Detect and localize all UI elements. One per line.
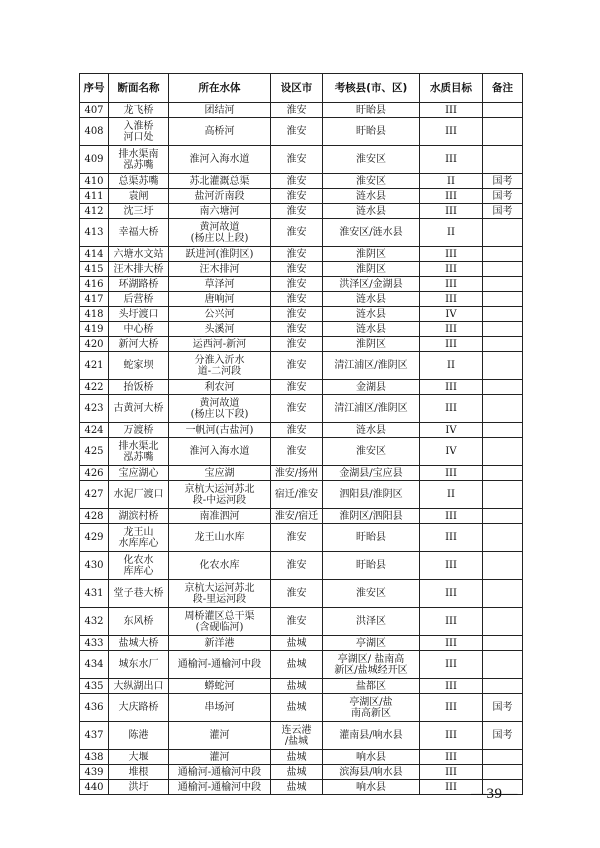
cell-quality-target: III — [420, 189, 483, 204]
cell-quality-target: III — [420, 552, 483, 580]
cell-quality-target: III — [420, 292, 483, 307]
cell-remarks — [483, 509, 523, 524]
cell-section-name: 中心桥 — [109, 322, 169, 337]
cell-water-body: 团结河 — [169, 103, 271, 118]
table-row — [80, 509, 523, 524]
header-city: 设区市 — [271, 74, 323, 103]
cell-serial: 422 — [80, 380, 109, 395]
cell-water-body: 利农河 — [169, 380, 271, 395]
cell-quality-target: IV — [420, 307, 483, 322]
cell-section-name: 盐城大桥 — [109, 636, 169, 651]
cell-quality-target: III — [420, 722, 483, 750]
cell-county: 响水县 — [323, 780, 420, 795]
header-water-body: 所在水体 — [169, 74, 271, 103]
cell-city: 盐城 — [271, 750, 323, 765]
table-row — [80, 780, 523, 795]
table-row — [80, 219, 523, 247]
cell-quality-target: III — [420, 466, 483, 481]
cell-serial: 420 — [80, 337, 109, 352]
table-header-row — [80, 74, 523, 103]
table-row — [80, 423, 523, 438]
cell-serial: 427 — [80, 481, 109, 509]
cell-serial: 439 — [80, 765, 109, 780]
cell-city: 淮安 — [271, 395, 323, 423]
cell-quality-target: II — [420, 219, 483, 247]
cell-county: 淮安区/涟水县 — [323, 219, 420, 247]
cell-section-name: 幸福大桥 — [109, 219, 169, 247]
header-section-name: 断面名称 — [109, 74, 169, 103]
cell-county: 滨海县/响水县 — [323, 765, 420, 780]
cell-section-name: 水泥厂渡口 — [109, 481, 169, 509]
cell-section-name: 化农水 库库心 — [109, 552, 169, 580]
table-row — [80, 307, 523, 322]
cell-remarks — [483, 219, 523, 247]
header-county: 考核县(市、区) — [323, 74, 420, 103]
cell-remarks — [483, 262, 523, 277]
cell-remarks — [483, 750, 523, 765]
cell-section-name: 堂子巷大桥 — [109, 580, 169, 608]
cell-quality-target: III — [420, 765, 483, 780]
cell-water-body: 南准泗河 — [169, 509, 271, 524]
cell-city: 淮安 — [271, 247, 323, 262]
cell-serial: 409 — [80, 146, 109, 174]
cell-section-name: 排水渠南 泓苏嘴 — [109, 146, 169, 174]
cell-serial: 410 — [80, 174, 109, 189]
cell-city: 淮安 — [271, 608, 323, 636]
cell-city: 淮安 — [271, 552, 323, 580]
cell-section-name: 六塘水文站 — [109, 247, 169, 262]
table-row — [80, 352, 523, 380]
cell-county: 涟水县 — [323, 292, 420, 307]
cell-quality-target: III — [420, 204, 483, 219]
table-row — [80, 277, 523, 292]
cell-remarks: 国考 — [483, 189, 523, 204]
cell-serial: 434 — [80, 651, 109, 679]
cell-section-name: 洪圩 — [109, 780, 169, 795]
cell-water-body: 唐响河 — [169, 292, 271, 307]
cell-remarks — [483, 438, 523, 466]
cell-section-name: 总渠苏嘴 — [109, 174, 169, 189]
cell-serial: 440 — [80, 780, 109, 795]
page-number: —39— — [471, 786, 518, 802]
table-row — [80, 481, 523, 509]
cell-quality-target: III — [420, 651, 483, 679]
cell-water-body: 通榆河-通榆河中段 — [169, 780, 271, 795]
cell-water-body: 一帆河(古盐河) — [169, 423, 271, 438]
cell-section-name: 大纵湖出口 — [109, 679, 169, 694]
cell-county: 金湖县 — [323, 380, 420, 395]
cell-city: 盐城 — [271, 694, 323, 722]
cell-city: 淮安 — [271, 337, 323, 352]
cell-serial: 430 — [80, 552, 109, 580]
cell-serial: 425 — [80, 438, 109, 466]
cell-city: 淮安 — [271, 524, 323, 552]
cell-water-body: 黄河故道 (杨庄以下段) — [169, 395, 271, 423]
cell-city: 淮安 — [271, 322, 323, 337]
table-row — [80, 466, 523, 481]
cell-quality-target: II — [420, 174, 483, 189]
cell-city: 淮安 — [271, 146, 323, 174]
cell-county: 涟水县 — [323, 204, 420, 219]
cell-city: 淮安 — [271, 352, 323, 380]
water-quality-table-container — [79, 73, 522, 795]
cell-city: 盐城 — [271, 679, 323, 694]
cell-city: 淮安 — [271, 189, 323, 204]
cell-city: 宿迁/淮安 — [271, 481, 323, 509]
cell-water-body: 草泽河 — [169, 277, 271, 292]
cell-city: 淮安 — [271, 277, 323, 292]
cell-remarks — [483, 481, 523, 509]
cell-serial: 438 — [80, 750, 109, 765]
cell-county: 盱眙县 — [323, 118, 420, 146]
table-row — [80, 580, 523, 608]
cell-city: 淮安/扬州 — [271, 466, 323, 481]
cell-section-name: 万渡桥 — [109, 423, 169, 438]
cell-water-body: 黄河故道 (杨庄以上段) — [169, 219, 271, 247]
cell-quality-target: III — [420, 146, 483, 174]
cell-quality-target: III — [420, 694, 483, 722]
cell-city: 淮安 — [271, 204, 323, 219]
cell-city: 连云港 /盐城 — [271, 722, 323, 750]
cell-water-body: 宝应湖 — [169, 466, 271, 481]
cell-remarks — [483, 636, 523, 651]
cell-quality-target: IV — [420, 438, 483, 466]
cell-quality-target: III — [420, 608, 483, 636]
cell-section-name: 新河大桥 — [109, 337, 169, 352]
table-row — [80, 722, 523, 750]
cell-city: 淮安 — [271, 118, 323, 146]
cell-remarks — [483, 651, 523, 679]
cell-water-body: 汪木排河 — [169, 262, 271, 277]
cell-remarks — [483, 423, 523, 438]
cell-quality-target: III — [420, 750, 483, 765]
cell-county: 淮安区 — [323, 174, 420, 189]
cell-county: 淮安区 — [323, 146, 420, 174]
cell-remarks — [483, 322, 523, 337]
cell-serial: 426 — [80, 466, 109, 481]
cell-remarks — [483, 608, 523, 636]
cell-section-name: 袁闸 — [109, 189, 169, 204]
cell-county: 泗阳县/淮阴区 — [323, 481, 420, 509]
cell-city: 淮安 — [271, 307, 323, 322]
cell-serial: 431 — [80, 580, 109, 608]
cell-remarks: 国考 — [483, 174, 523, 189]
table-row — [80, 146, 523, 174]
cell-water-body: 新洋港 — [169, 636, 271, 651]
cell-section-name: 大庆路桥 — [109, 694, 169, 722]
table-row — [80, 204, 523, 219]
cell-serial: 435 — [80, 679, 109, 694]
cell-remarks — [483, 380, 523, 395]
cell-remarks — [483, 679, 523, 694]
cell-city: 淮安 — [271, 580, 323, 608]
cell-county: 盐都区 — [323, 679, 420, 694]
cell-serial: 408 — [80, 118, 109, 146]
header-quality-target: 水质目标 — [420, 74, 483, 103]
cell-county: 涟水县 — [323, 189, 420, 204]
cell-county: 盱眙县 — [323, 103, 420, 118]
cell-county: 淮安区 — [323, 580, 420, 608]
cell-county: 盱眙县 — [323, 524, 420, 552]
table-row — [80, 118, 523, 146]
cell-quality-target: III — [420, 780, 483, 795]
table-row — [80, 247, 523, 262]
cell-section-name: 蛇家坝 — [109, 352, 169, 380]
cell-county: 清江浦区/淮阴区 — [323, 352, 420, 380]
table-row — [80, 636, 523, 651]
cell-section-name: 头圩渡口 — [109, 307, 169, 322]
cell-county: 洪泽区 — [323, 608, 420, 636]
cell-water-body: 淮河入海水道 — [169, 438, 271, 466]
cell-county: 灌南县/响水县 — [323, 722, 420, 750]
cell-quality-target: III — [420, 679, 483, 694]
cell-water-body: 分淮入沂水 道-二河段 — [169, 352, 271, 380]
cell-section-name: 环湖路桥 — [109, 277, 169, 292]
cell-section-name: 堆根 — [109, 765, 169, 780]
cell-remarks — [483, 307, 523, 322]
cell-water-body: 京杭大运河苏北 段-中运河段 — [169, 481, 271, 509]
cell-water-body: 运西河-新河 — [169, 337, 271, 352]
cell-water-body: 公兴河 — [169, 307, 271, 322]
cell-remarks — [483, 580, 523, 608]
cell-section-name: 东风桥 — [109, 608, 169, 636]
cell-city: 淮安 — [271, 219, 323, 247]
cell-serial: 416 — [80, 277, 109, 292]
cell-water-body: 京杭大运河苏北 段-里运河段 — [169, 580, 271, 608]
cell-remarks — [483, 247, 523, 262]
cell-serial: 433 — [80, 636, 109, 651]
cell-county: 淮阴区 — [323, 247, 420, 262]
cell-section-name: 排水渠北 泓苏嘴 — [109, 438, 169, 466]
table-row — [80, 438, 523, 466]
cell-remarks: 国考 — [483, 694, 523, 722]
cell-section-name: 后营桥 — [109, 292, 169, 307]
table-row — [80, 337, 523, 352]
cell-water-body: 龙王山水库 — [169, 524, 271, 552]
cell-water-body: 串场河 — [169, 694, 271, 722]
table-row — [80, 103, 523, 118]
cell-quality-target: IV — [420, 423, 483, 438]
table-row — [80, 679, 523, 694]
cell-county: 洪泽区/金湖县 — [323, 277, 420, 292]
cell-serial: 413 — [80, 219, 109, 247]
cell-quality-target: III — [420, 636, 483, 651]
cell-county: 亭湖区 — [323, 636, 420, 651]
cell-serial: 418 — [80, 307, 109, 322]
cell-serial: 424 — [80, 423, 109, 438]
cell-serial: 429 — [80, 524, 109, 552]
cell-county: 淮阴区 — [323, 337, 420, 352]
cell-county: 清江浦区/淮阴区 — [323, 395, 420, 423]
cell-county: 响水县 — [323, 750, 420, 765]
cell-quality-target: III — [420, 509, 483, 524]
cell-county: 亭湖区/ 盐南高 新区/盐城经开区 — [323, 651, 420, 679]
cell-county: 涟水县 — [323, 307, 420, 322]
cell-quality-target: III — [420, 395, 483, 423]
cell-serial: 414 — [80, 247, 109, 262]
cell-remarks — [483, 337, 523, 352]
table-row — [80, 395, 523, 423]
cell-water-body: 盐河沂南段 — [169, 189, 271, 204]
cell-section-name: 城东水厂 — [109, 651, 169, 679]
cell-serial: 428 — [80, 509, 109, 524]
cell-city: 盐城 — [271, 651, 323, 679]
cell-remarks — [483, 352, 523, 380]
cell-city: 淮安 — [271, 292, 323, 307]
cell-remarks — [483, 765, 523, 780]
table-row — [80, 651, 523, 679]
table-row — [80, 292, 523, 307]
header-serial: 序号 — [80, 74, 109, 103]
cell-serial: 411 — [80, 189, 109, 204]
cell-city: 淮安 — [271, 262, 323, 277]
table-row — [80, 262, 523, 277]
cell-remarks — [483, 395, 523, 423]
cell-remarks — [483, 118, 523, 146]
cell-quality-target: III — [420, 118, 483, 146]
table-row — [80, 189, 523, 204]
cell-water-body: 南六塘河 — [169, 204, 271, 219]
cell-serial: 412 — [80, 204, 109, 219]
cell-serial: 417 — [80, 292, 109, 307]
cell-section-name: 龙王山 水库库心 — [109, 524, 169, 552]
cell-water-body: 高桥河 — [169, 118, 271, 146]
cell-quality-target: III — [420, 247, 483, 262]
cell-section-name: 古黄河大桥 — [109, 395, 169, 423]
cell-serial: 432 — [80, 608, 109, 636]
cell-city: 淮安 — [271, 438, 323, 466]
cell-city: 盐城 — [271, 780, 323, 795]
cell-water-body: 灌河 — [169, 722, 271, 750]
cell-city: 淮安 — [271, 174, 323, 189]
cell-county: 淮阴区 — [323, 262, 420, 277]
cell-city: 淮安/宿迁 — [271, 509, 323, 524]
cell-remarks — [483, 292, 523, 307]
cell-serial: 415 — [80, 262, 109, 277]
table-row — [80, 524, 523, 552]
cell-serial: 419 — [80, 322, 109, 337]
cell-section-name: 沈三圩 — [109, 204, 169, 219]
cell-water-body: 通榆河-通榆河中段 — [169, 765, 271, 780]
cell-quality-target: III — [420, 337, 483, 352]
cell-city: 盐城 — [271, 636, 323, 651]
cell-water-body: 通榆河-通榆河中段 — [169, 651, 271, 679]
cell-quality-target: III — [420, 580, 483, 608]
cell-remarks — [483, 103, 523, 118]
cell-serial: 421 — [80, 352, 109, 380]
cell-quality-target: III — [420, 262, 483, 277]
cell-remarks — [483, 466, 523, 481]
cell-water-body: 周桥灌区总干渠 (含砚临河) — [169, 608, 271, 636]
cell-quality-target: II — [420, 352, 483, 380]
cell-water-body: 灌河 — [169, 750, 271, 765]
table-row — [80, 750, 523, 765]
cell-city: 淮安 — [271, 103, 323, 118]
table-row — [80, 694, 523, 722]
cell-remarks — [483, 552, 523, 580]
cell-county: 金湖县/宝应县 — [323, 466, 420, 481]
cell-quality-target: II — [420, 481, 483, 509]
cell-quality-target: III — [420, 322, 483, 337]
cell-city: 淮安 — [271, 380, 323, 395]
cell-city: 盐城 — [271, 765, 323, 780]
cell-quality-target: III — [420, 277, 483, 292]
cell-remarks — [483, 146, 523, 174]
cell-serial: 437 — [80, 722, 109, 750]
cell-remarks: 国考 — [483, 722, 523, 750]
cell-water-body: 跃进河(淮阴区) — [169, 247, 271, 262]
cell-section-name: 入淮桥 河口处 — [109, 118, 169, 146]
cell-county: 涟水县 — [323, 322, 420, 337]
cell-remarks: 国考 — [483, 204, 523, 219]
cell-serial: 436 — [80, 694, 109, 722]
cell-section-name: 宝应湖心 — [109, 466, 169, 481]
cell-water-body: 化农水库 — [169, 552, 271, 580]
cell-water-body: 蟒蛇河 — [169, 679, 271, 694]
table-row — [80, 380, 523, 395]
cell-county: 淮阴区/泗阳县 — [323, 509, 420, 524]
table-row — [80, 608, 523, 636]
table-row — [80, 552, 523, 580]
cell-water-body: 淮河入海水道 — [169, 146, 271, 174]
cell-quality-target: III — [420, 103, 483, 118]
cell-quality-target: III — [420, 524, 483, 552]
cell-section-name: 抬饭桥 — [109, 380, 169, 395]
cell-section-name: 龙飞桥 — [109, 103, 169, 118]
table-row — [80, 322, 523, 337]
cell-section-name: 陈港 — [109, 722, 169, 750]
header-remarks: 备注 — [483, 74, 523, 103]
cell-county: 亭湖区/盐 南高新区 — [323, 694, 420, 722]
cell-county: 涟水县 — [323, 423, 420, 438]
table-row — [80, 174, 523, 189]
cell-water-body: 头溪河 — [169, 322, 271, 337]
cell-quality-target: III — [420, 380, 483, 395]
water-quality-table — [79, 73, 523, 795]
cell-section-name: 汪木排大桥 — [109, 262, 169, 277]
cell-serial: 423 — [80, 395, 109, 423]
cell-county: 淮安区 — [323, 438, 420, 466]
cell-remarks — [483, 524, 523, 552]
cell-city: 淮安 — [271, 423, 323, 438]
cell-section-name: 湖滨村桥 — [109, 509, 169, 524]
cell-remarks — [483, 277, 523, 292]
cell-water-body: 苏北灌溉总渠 — [169, 174, 271, 189]
cell-serial: 407 — [80, 103, 109, 118]
cell-county: 盱眙县 — [323, 552, 420, 580]
cell-section-name: 大堰 — [109, 750, 169, 765]
table-row — [80, 765, 523, 780]
